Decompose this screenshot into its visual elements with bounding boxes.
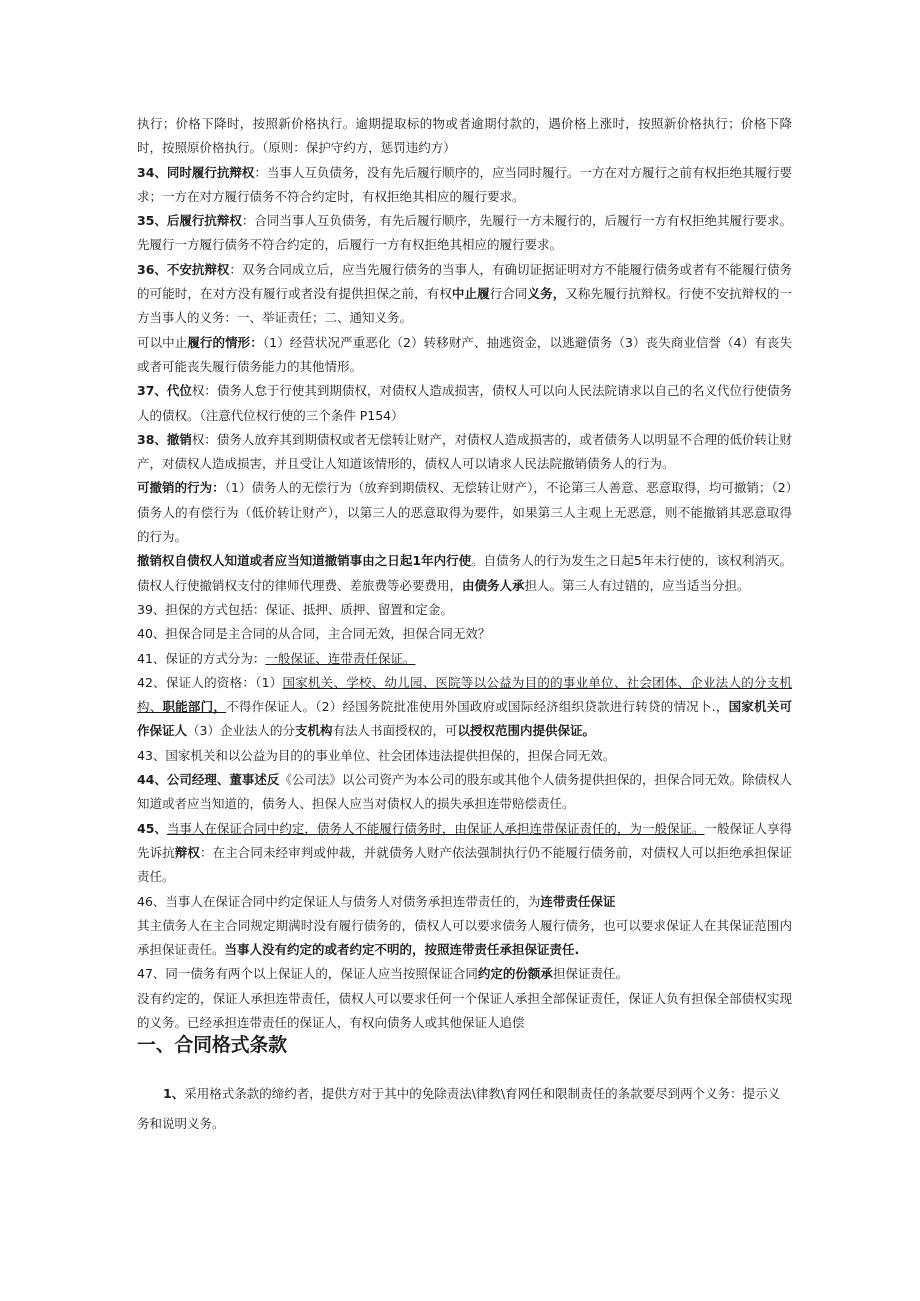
text-run: 42、保证人的资格：（1） [137,674,283,690]
paragraph-46 [137,890,792,914]
text-run-bold: 国家机关可作保证人 [137,699,792,739]
text-run: 。自债务人的行为发生之日起5年未行使的，该权利消灭。债权人行使撤销权支付的律师代理费、差旅费等必要费用， [137,553,792,593]
text-run: 执行；价格下降时，按照新价格执行。逾期提取标的物或者逾期付款的，遇价格上涨时，按照新价格执行；价格下降时，按照原价格执行。（原则：保护守约方，惩罚违约方） [137,116,792,156]
text-run-bold: 连带责任保证 [540,893,616,909]
paragraph-pricing [137,112,792,161]
text-run: 可以中止 [137,334,188,350]
text-run-bold: 可撤销的行为： [137,480,225,496]
text-run: （3）企业法人的分 [187,723,295,739]
text-run-bold: 当事人没有约定的或者约定不明的，按照连带责任承担保证责任. [224,942,580,958]
text-run: 权：债务人放弃其到期债权或者无偿转让财产，对债权人造成损害的，或者债务人以明显不合理的低价转让财产，对债权人造成损害，并且受让人知道该情形的，债权人可以请求人民法院撤销债务人的行为。 [137,431,792,472]
text-run-underlined: 一般保证、连带责任保证。 [265,650,416,666]
text-run: 34、同时 [137,164,192,180]
text-run-bold: 以授权范围内提供保证。 [457,723,596,739]
paragraph-36 [137,258,792,331]
text-run-underlined: 国家机关、学校、幼儿园、医院等以公益为目的的事业单位、社会团体、企业法人的分支机构、 [137,674,792,715]
paragraph-joint-liability [137,914,792,963]
text-run-bold: 由债务人承 [462,577,525,593]
paragraph-34 [137,161,792,210]
text-run: 有法人书面授权的，可 [332,723,458,739]
text-run: 权：债务人怠于行使其到期债权，对债权人造成损害，债权人可以向人民法院请求以自己的名义代位行使债务人的债权。（注意代位权行使的三个条件 P154） [137,383,792,423]
text-run-bold: 履行抗辩权 [179,213,242,229]
document-page [137,112,792,1139]
text-run: 又称先履行抗辩权。行使不安抗辩权的一方当事人的义务：一、举证责任；二、通知义务。 [137,286,792,326]
text-run: 担人。第三人有过错的，应当适当分担。 [524,577,750,593]
text-run: 其主债务人在主合同规定期满时没有履行债务的，债权人可以要求债务人履行债务，也可以要求保证人在其保证范围内承担保证责任。 [137,917,792,958]
paragraph-40 [137,622,792,646]
text-run: 39、担保的方式包括：保证、抵押、质押、留置和定金。 [137,601,453,617]
text-run-bold: 抗辩权 [191,261,230,277]
text-run: 行合同 [489,286,528,302]
sub-item-number: 1、 [163,1086,185,1102]
text-run: 担保证责任。 [552,966,628,982]
text-run: 《公司法》以公司资产为本公司的股东或其他个人债务提供担保的，担保合同无效。除债权人知道或者应当知道的，债务人、担保人应当对债权人的损失承担连带赔偿责任。 [137,772,792,812]
text-run-bold: 约定的份额承 [477,966,553,982]
text-run-bold: 辩权 [174,844,200,860]
text-run-underlined-bold: 职能部门， [162,699,227,715]
text-run: 36、不安 [137,261,192,277]
text-run: 一般保证人享得先诉抗 [137,820,792,860]
sub-item-text: 采用格式条款的缔约者，提供方对于其中的免除责法\律教\育网任和限制责任的条款要尽到两个义务：提示义务和说明义务。 [137,1086,781,1132]
text-run: 不得作保证人。（2）经国务院批准使用外国政府或国际经济组织贷款进行转贷的情况卜.， [226,699,729,715]
text-run-bold: 撤销权自债权人知道或者应当知道撤销事由之日起1年内行使 [137,553,472,569]
text-run-bold: 中止履 [451,286,490,302]
text-run: （1）经营状况严重恶化（2）转移财产、抽逃资金，以逃避债务（3）丧失商业信誉（4）有丧失或者可能丧失履行债务能力的其他情形。 [137,334,792,374]
text-run-bold: 支机构 [294,723,333,739]
text-run-bold: 44、公司经理、董事述反 [137,772,280,788]
text-run: （1）债务人的无偿行为（放弃到期债权、无偿转让财产），不论第三人善意、恶意取得，均可撤销；（2）债务人的有偿行为（低价转让财产），以第三人的恶意取得为要件，如果第三人主观上无恶意，则不能撤销其恶意取得的行为。 [137,480,792,545]
text-run-bold: 义务， [527,286,566,302]
text-run-bold: 45、 [137,820,167,836]
paragraph-recourse [137,987,792,1036]
text-run-underlined: 当事人在保证合同中约定，债务人不能履行债务时，由保证人承担连带保证责任的，为一般保证。 [166,820,705,836]
section-heading: 一、合同格式条款 [137,1035,287,1057]
text-run-bold: 38、撤销 [137,431,192,447]
paragraph-revocation-period [137,549,792,598]
paragraph-suspend-cases [137,331,792,380]
paragraph-47 [137,962,792,986]
sub-item-1 [137,1079,792,1139]
text-run: ：双务合同成立后，应当先履行债务的当事人，有确切证据证明对方不能履行债务或者有不能履行债务的可能时，在对方没有履行或者没有提供担保之前，有权 [137,261,792,302]
text-run: 43、国家机关和以公益为目的的事业单位、社会团体违法提供担保的，担保合同无效。 [137,747,616,763]
paragraph-42 [137,671,792,744]
text-run: ：在主合同未经审判或仲裁，并就债务人财产依法强制执行仍不能履行债务前，对债权人可以拒绝承担保证责任。 [137,844,792,885]
text-run: 35、后 [137,213,180,229]
paragraph-38 [137,428,792,477]
paragraph-44 [137,768,792,817]
text-run-bold: 履行的情形： [187,334,263,350]
paragraph-37 [137,379,792,428]
text-run: 47、同一债务有两个以上保证人的，保证人应当按照保证合同 [137,966,478,982]
text-run: ：当事人互负债务，没有先后履行顺序的，应当同时履行。一方在对方履行之前有权拒绝其履行要求；一方在对方履行债务不符合约定时，有权拒绝其相应的履行要求。 [137,164,792,204]
text-run: 46、当事人在保证合同中约定保证人与债务人对债务承担连带责任的，为 [137,893,541,909]
text-run-bold: 37、代位 [137,383,192,399]
paragraph-45 [137,817,792,890]
paragraph-41 [137,647,792,671]
paragraph-43 [137,744,792,768]
paragraph-revocable-acts [137,476,792,549]
paragraph-39 [137,598,792,622]
text-run: 41、保证的方式分为： [137,650,266,666]
text-run-bold: 履行抗辩权 [191,164,255,180]
text-run: 没有约定的，保证人承担连带责任，债权人可以要求任何一个保证人承担全部保证责任，保证人负有担保全部债权实现的义务。已经承担连带责任的保证人，有权向债务人或其他保证人追偿 [137,990,792,1030]
text-run: ：合同当事人互负债务，有先后履行顺序，先履行一方未履行的，后履行一方有权拒绝其履行要求。先履行一方履行债务不符合约定的，后履行一方有权拒绝其相应的履行要求。 [137,213,792,253]
text-run: 40、担保合同是主合同的从合同，主合同无效，担保合同无效？ [137,626,491,642]
paragraph-35 [137,209,792,258]
